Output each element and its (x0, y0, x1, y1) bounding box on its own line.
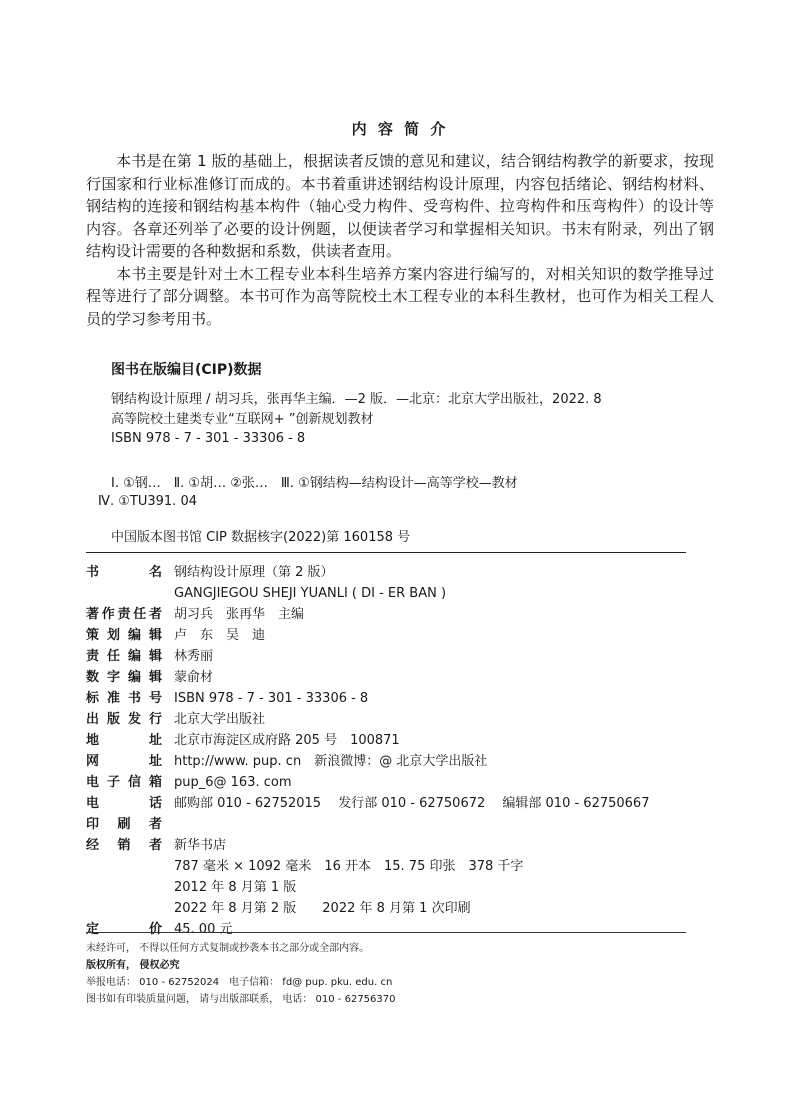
detail-label: 出 版 发 行 (86, 712, 162, 727)
abstract-section (86, 150, 714, 330)
detail-label: 定 价 (86, 922, 162, 937)
cip-line: ISBN 978 - 7 - 301 - 33306 - 8 (111, 431, 306, 446)
cip-heading: 图书在版编目(CIP)数据 (111, 362, 262, 378)
detail-value: http://www. pup. cn 新浪微博：@ 北京大学出版社 (174, 754, 488, 769)
detail-label: 标 准 书 号 (86, 691, 162, 706)
detail-value: 787 毫米 × 1092 毫米 16 开本 15. 75 印张 378 千字 (174, 859, 524, 874)
detail-label: 责 任 编 辑 (86, 649, 162, 664)
cip-line: 高等院校土建类专业“互联网+ ”创新规划教材 (111, 411, 374, 427)
detail-value: GANGJIEGOU SHEJI YUANLI ( DI - ER BAN ) (174, 586, 447, 601)
copyright-footer (86, 940, 396, 1008)
footer-rights: 版权所有， 侵权必究 (86, 960, 180, 971)
footer-quality-contact: 图书如有印装质量问题， 请与出版部联系， 电话： 010 - 62756370 (86, 994, 396, 1005)
detail-value: 45. 00 元 (174, 922, 233, 937)
detail-value: ISBN 978 - 7 - 301 - 33306 - 8 (174, 691, 369, 706)
footer-notice: 未经许可， 不得以任何方式复制或抄袭本书之部分或全部内容。 (86, 943, 370, 954)
footer-report-contact: 举报电话： 010 - 62752024 电子信箱： fd@ pup. pku. edu. cn (86, 977, 393, 988)
detail-value: 邮购部 010 - 62752015 发行部 010 - 62750672 编辑部 010 - 62750667 (174, 796, 650, 811)
detail-label: 地 址 (86, 733, 162, 748)
detail-label: 数 字 编 辑 (86, 670, 162, 685)
detail-value: 北京市海淀区成府路 205 号 100871 (174, 733, 400, 748)
detail-label: 经 销 者 (86, 838, 162, 853)
cip-classification: Ⅳ. ①TU391. 04 (98, 494, 197, 509)
detail-label: 书 名 (86, 565, 162, 580)
detail-label: 电 话 (86, 796, 162, 811)
detail-label: 印 刷 者 (86, 817, 162, 832)
abstract-paragraph: 本书是在第 1 版的基础上，根据读者反馈的意见和建议，结合钢结构教学的新要求，按现行国家和行业标准修订而成的。本书着重讲述钢结构设计原理，内容包括绪论、钢结构材料、钢结构的连接和钢结构基本构件（轴心受力构件、受弯构件、拉弯构件和压弯构件）的设计等内容。各章还列举了必要的设计例题，以便读者学习和掌握相关知识。书末有附录，列出了钢结构设计需要的各种数据和系数，供读者查用。 (86, 152, 714, 260)
detail-value: 2022 年 8 月第 2 版 2022 年 8 月第 1 次印刷 (174, 901, 471, 916)
bottom-divider (86, 932, 686, 933)
detail-label: 电 子 信 箱 (86, 775, 162, 790)
detail-value: 2012 年 8 月第 1 版 (174, 880, 297, 895)
detail-value: 林秀丽 (174, 649, 214, 664)
detail-label: 著 作 责 任 者 (86, 607, 162, 622)
detail-value: 卢 东 吴 迪 (174, 628, 266, 643)
detail-value: 新华书店 (174, 838, 227, 853)
cip-classification: Ⅰ. ①钢… Ⅱ. ①胡… ②张… Ⅲ. ①钢结构—结构设计—高等学校—教材 (111, 476, 518, 491)
top-divider (86, 552, 686, 553)
cip-line: 钢结构设计原理 / 胡习兵，张再华主编．—2 版．—北京：北京大学出版社，2022. 8 (111, 392, 602, 407)
abstract-paragraph: 本书主要是针对土木工程专业本科生培养方案内容进行编写的，对相关知识的数学推导过程等进行了部分调整。本书可作为高等院校土木工程专业的本科生教材，也可作为相关工程人员的学习参考用书。 (86, 264, 714, 328)
detail-label: 网 址 (86, 754, 162, 769)
detail-label: 策 划 编 辑 (86, 628, 162, 643)
cip-entry (111, 390, 602, 449)
detail-value: 钢结构设计原理（第 2 版） (174, 565, 334, 580)
detail-value: 北京大学出版社 (174, 712, 266, 727)
page-title: 内 容 简 介 (351, 120, 449, 138)
detail-value: 胡习兵 张再华 主编 (174, 607, 305, 622)
cip-record-number: 中国版本图书馆 CIP 数据核字(2022)第 160158 号 (111, 530, 411, 545)
detail-value: 蒙俞材 (174, 670, 214, 685)
detail-value: pup_6@ 163. com (174, 775, 292, 790)
